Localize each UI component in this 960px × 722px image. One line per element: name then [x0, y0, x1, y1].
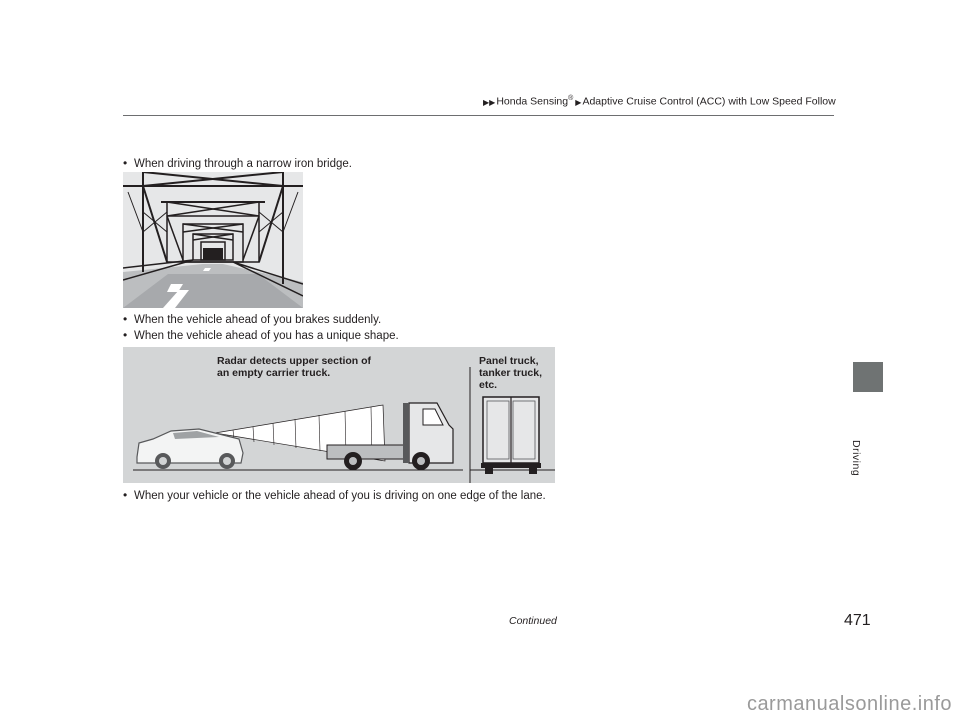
bullet-text: When driving through a narrow iron bridge. — [134, 158, 352, 170]
breadcrumb — [483, 95, 836, 108]
panel-truck-caption: Panel truck, tanker truck, etc. — [479, 355, 543, 391]
radar-caption: Radar detects upper section of an empty carrier truck. — [217, 355, 372, 379]
iron-bridge-illustration — [123, 172, 303, 308]
section-label: Driving — [850, 440, 862, 477]
bullet-text: When the vehicle ahead of you brakes suddenly. — [134, 314, 382, 326]
double-arrow-icon: ▶▶ — [483, 97, 496, 107]
radar-truck-illustration — [123, 347, 555, 483]
bullet-iron-bridge — [123, 156, 352, 170]
section-tab — [853, 362, 883, 392]
page-number: 471 — [844, 612, 871, 629]
arrow-icon: ▶ — [575, 97, 582, 107]
bullet-text: When your vehicle or the vehicle ahead of you is driving on one edge of the lane. — [134, 490, 546, 502]
header-rule — [123, 115, 834, 116]
registered-mark: ® — [568, 95, 574, 102]
continued-label: Continued — [509, 615, 557, 627]
breadcrumb-acc: Adaptive Cruise Control (ACC) with Low Speed Follow — [582, 95, 836, 108]
bullet-lane-edge — [123, 488, 546, 502]
bullet-text: When the vehicle ahead of you has a unique shape. — [134, 330, 399, 342]
bullet-dot-icon: • — [123, 312, 128, 326]
bullet-brakes-suddenly — [123, 312, 381, 326]
breadcrumb-honda-sensing: Honda Sensing — [496, 95, 569, 108]
bullet-dot-icon: • — [123, 328, 128, 342]
bullet-dot-icon: • — [123, 488, 128, 502]
panel-truck-rear-icon — [481, 397, 541, 474]
watermark: carmanualsonline.info — [746, 693, 952, 715]
bullet-unique-shape — [123, 328, 399, 342]
bullet-dot-icon: • — [123, 156, 128, 170]
